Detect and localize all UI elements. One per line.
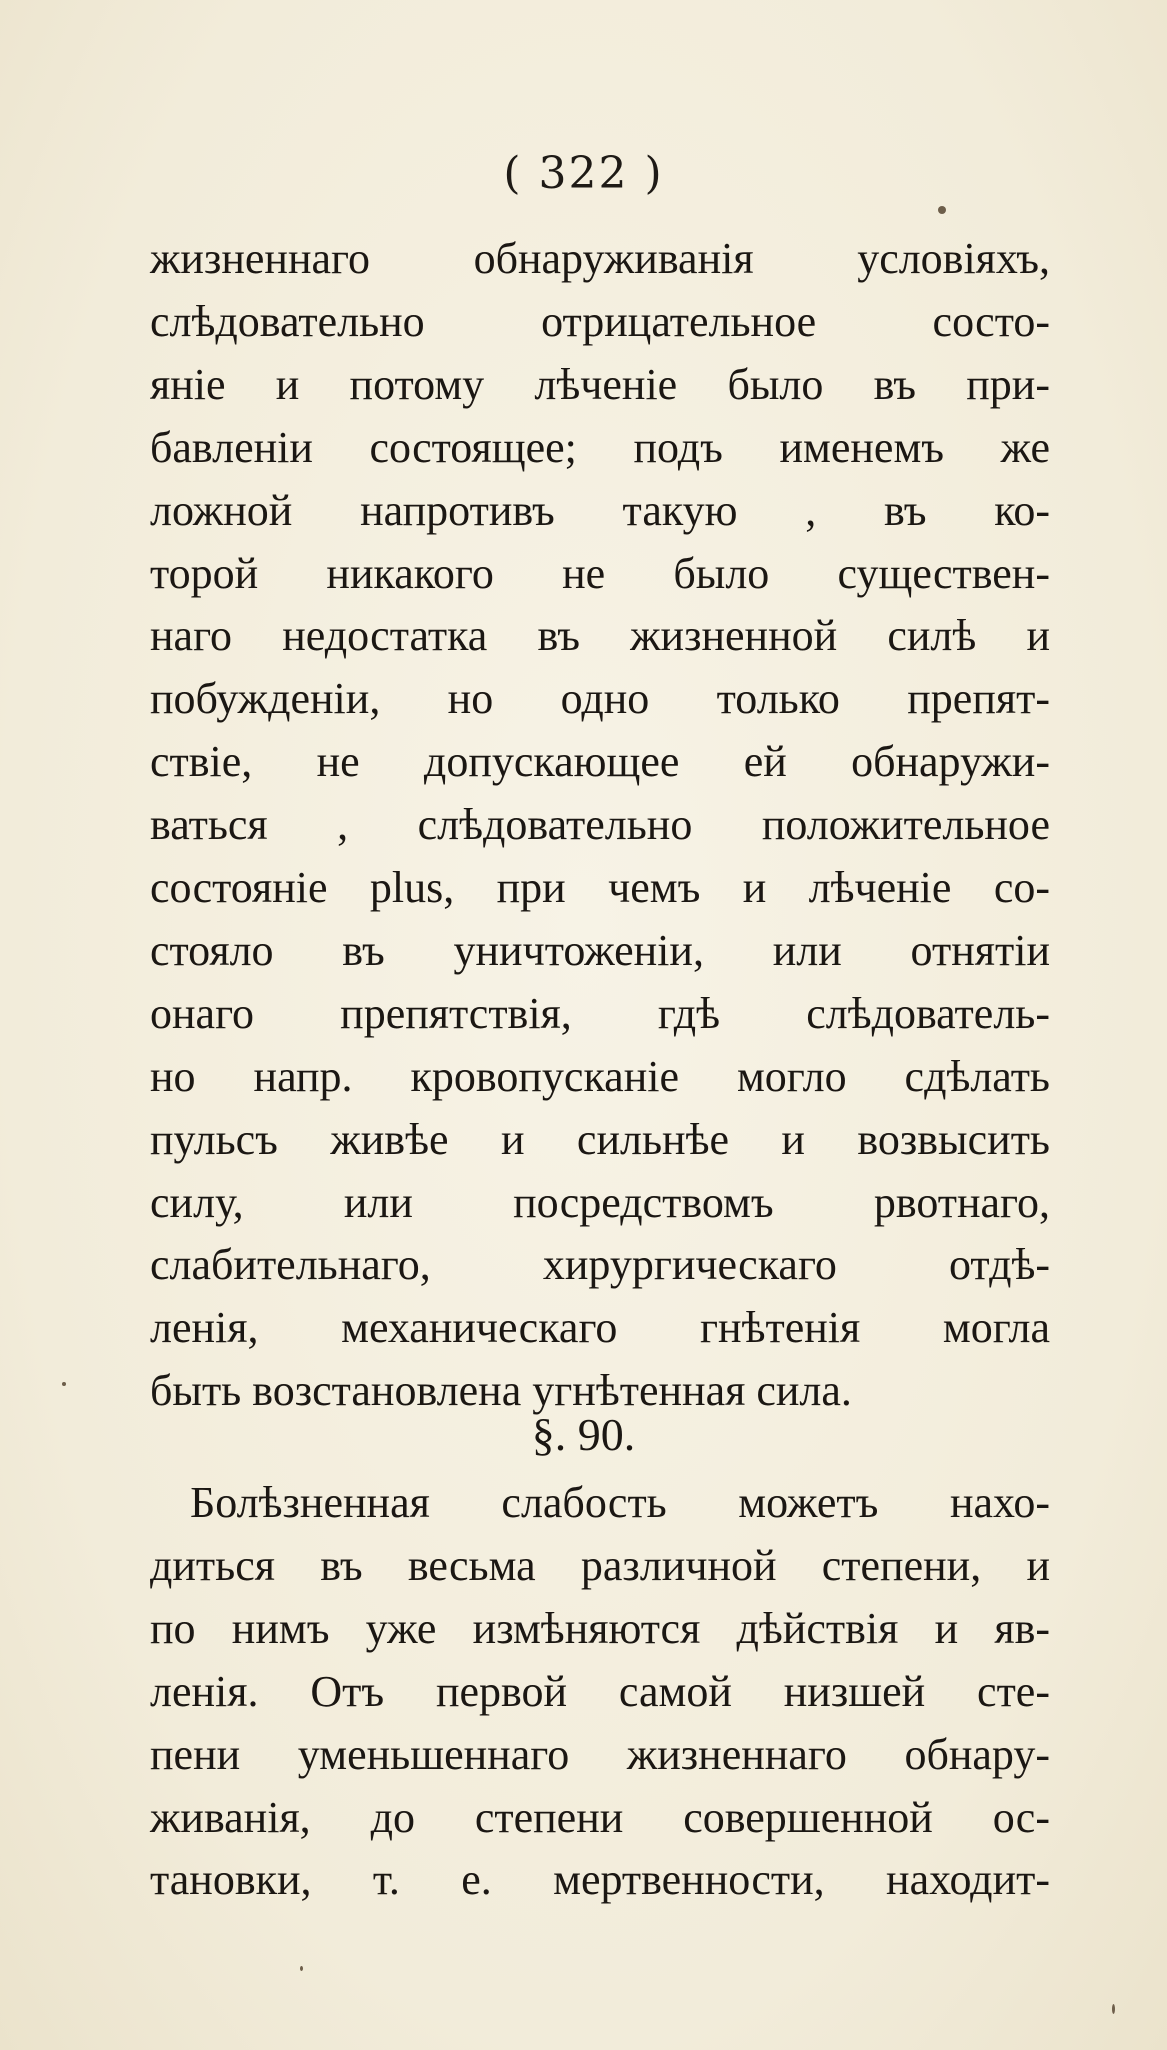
page-number: ( 322 ) [503,148,664,199]
text-line: тановки, т. е. мертвенности, находит- [150,1855,1050,1905]
text-line: состояніе plus, при чемъ и лѣченіе со- [150,863,1050,912]
text-line: диться въ весьма различной степени, и [150,1540,1050,1590]
text-line: но напр. кровопусканіе могло сдѣлать [150,1051,1050,1101]
text-line: онаго препятствія, гдѣ слѣдователь- [150,988,1050,1038]
text-line: Болѣзненная слабость можетъ нахо- [190,1478,1050,1527]
text-line: ваться , слѣдовательно положительное [150,800,1050,850]
text-line: ложной напротивъ такую , въ ко- [150,485,1050,535]
text-line: пульсъ живѣе и сильнѣе и возвысить [150,1114,1050,1164]
text-line: наго недостатка въ жизненной силѣ и [150,611,1050,661]
ink-speck [938,206,946,214]
text-line: пени уменьшеннаго жизненнаго обнару- [150,1729,1050,1779]
text-line: живанія, до степени совершенной ос- [150,1792,1050,1842]
text-line: яніе и потому лѣченіе было въ при- [150,359,1050,409]
text-line: ленія, механическаго гнѣтенія могла [150,1303,1050,1353]
text-line: ствіе, не допускающее ей обнаружи- [150,737,1050,787]
section-heading: §. 90. [531,1409,636,1460]
text-line: торой никакого не было существен- [150,548,1050,598]
text-line: силу, или посредствомъ рвотнаго, [150,1177,1050,1227]
ink-speck [1112,2004,1115,2014]
text-line: ленія. Отъ первой самой низшей сте- [150,1666,1050,1716]
ink-speck [300,1966,303,1971]
text-line: слабительнаго, хирургическаго отдѣ- [150,1240,1050,1290]
text-line: стояло въ уничтоженіи, или отнятіи [150,925,1050,975]
text-line: быть возстановлена угнѣтенная сила. [150,1366,852,1416]
text-line: бавленіи состоящее; подъ именемъ же [150,422,1050,472]
text-line: побужденіи, но одно только препят- [150,674,1050,724]
text-line: жизненнаго обнаруживанія условіяхъ, [150,234,1050,283]
ink-speck [62,1382,66,1386]
text-line: по нимъ уже измѣняются дѣйствія и яв- [150,1603,1050,1653]
text-line: слѣдовательно отрицательное состо- [150,296,1050,346]
